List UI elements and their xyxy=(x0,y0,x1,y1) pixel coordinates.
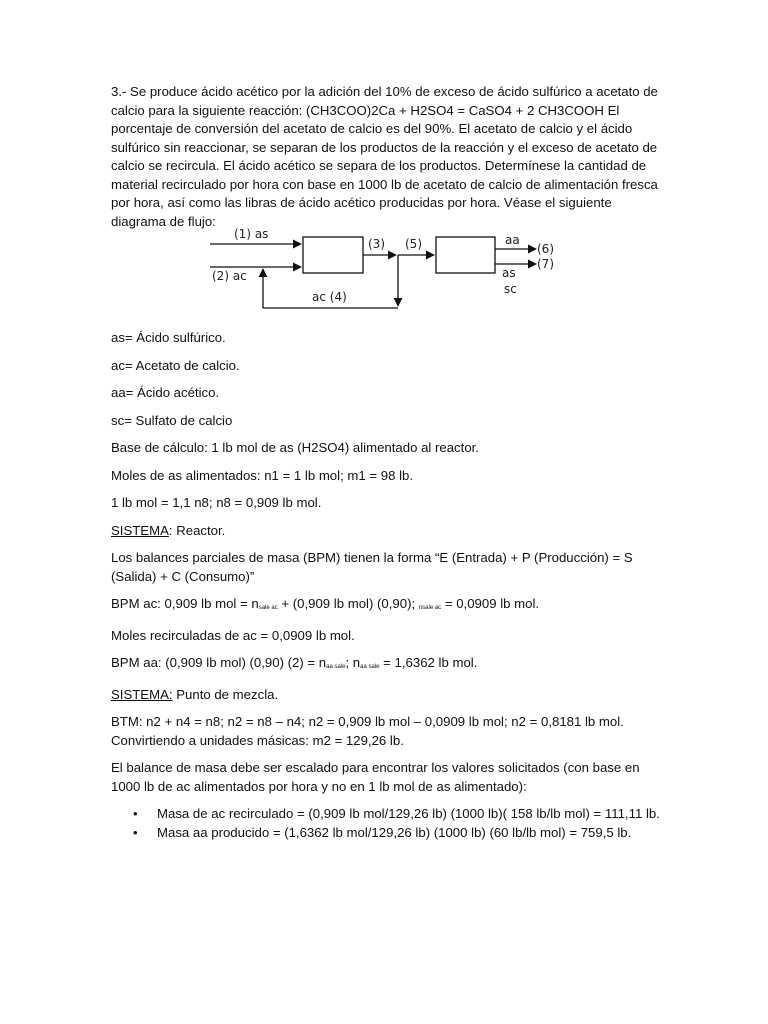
stream-1-label: (1) as xyxy=(234,227,269,241)
solution-body xyxy=(111,329,666,842)
bpm-ac-text: + (0,909 lb mol) (0,90); xyxy=(277,596,419,611)
btm-balance xyxy=(111,713,666,750)
result-aa-produced: Masa aa producido = (1,6362 lb mol/129,26 lb) (1000 lb) (60 lb/lb mol) = 759,5 lb. xyxy=(157,824,632,840)
outlet-sc-label: sc xyxy=(504,282,517,296)
legend-as: as= Ácido sulfúrico. xyxy=(111,330,226,345)
calc-basis: Base de cálculo: 1 lb mol de as (H2SO4) alimentado al reactor. xyxy=(111,440,479,455)
system-value: Punto de mezcla. xyxy=(172,686,279,702)
system-mixing-point xyxy=(111,686,666,705)
legend-aa: aa= Ácido acético. xyxy=(111,385,220,400)
stream-6-label: (6) xyxy=(537,242,554,256)
bpm-aa-subscript: aa sale xyxy=(326,664,346,670)
outlet-as-label: as xyxy=(502,266,516,280)
stream-4-label: ac (4) xyxy=(312,290,347,304)
scale-note: El balance de masa debe ser escalado para encontrar los valores solicitados (con base en 1000 lb de ac alimentados por hora y no en 1 lb mol de as alimentado): xyxy=(111,760,640,794)
flow-diagram xyxy=(208,222,558,327)
stream-5-label: (5) xyxy=(405,237,422,251)
bpm-aa-text: = 1,6362 lb mol. xyxy=(379,655,478,670)
bpm-aa-text: BPM aa: (0,909 lb mol) (0,90) (2) = n xyxy=(111,655,327,670)
result-ac-recirculated: Masa de ac recirculado = (0,909 lb mol/129,26 lb) (1000 lb)( 158 lb/lb mol) = 111,11 lb. xyxy=(157,806,660,821)
system-value: : Reactor. xyxy=(168,522,226,538)
list-item xyxy=(111,805,666,824)
bullet-icon: • xyxy=(133,824,138,840)
moles-as-fed: Moles de as alimentados: n1 = 1 lb mol; m1 = 98 lb. xyxy=(111,467,414,483)
system-reactor xyxy=(111,522,666,541)
stream-2-label: (2) ac xyxy=(212,269,247,283)
btm-line: BTM: n2 + n4 = n8; n2 = n8 – n4; n2 = 0,909 lb mol – 0,0909 lb mol; n2 = 0,8181 lb mol. xyxy=(111,714,624,729)
stream-3-label: (3) xyxy=(368,237,385,251)
problem-statement: 3.- Se produce ácido acético por la adición del 10% de exceso de ácido sulfúrico a acetato de calcio para la siguiente reacción: (CH3COO)2Ca + H2SO4 = CaSO4 + 2 CH3COOH El porcentaje de conversión del acetato de calcio es del 90%. El acetato de calcio y el ácido sulfúrico sin reaccionar, se separan de los productos de la reacción y el exceso de acetato de calcio se recircula. El ácido acético se separa de los productos. Determínese la cantidad de material recirculado por hora con base en 1000 lb de acetato de calcio de alimentación fresca por hora, así como las libras de ácido acético producidas por hora. Véase el siguiente diagrama de flujo: xyxy=(111,84,658,229)
reactor-box xyxy=(303,237,363,273)
results-list xyxy=(111,805,666,842)
bullet-icon: • xyxy=(133,806,138,821)
bpm-ac xyxy=(111,595,666,618)
btm-line: Convirtiendo a unidades másicas: m2 = 129,26 lb. xyxy=(111,732,404,748)
legend-sc: sc= Sulfato de calcio xyxy=(111,412,233,428)
recirculated-moles: Moles recirculadas de ac = 0,0909 lb mol. xyxy=(111,627,355,643)
bpm-ac-text: BPM ac: 0,909 lb mol = n xyxy=(111,596,259,611)
bpm-aa-subscript: aa sale xyxy=(360,664,380,670)
stream-7-label: (7) xyxy=(537,257,554,271)
system-label: SISTEMA: xyxy=(111,686,173,702)
bpm-aa xyxy=(111,654,666,677)
legend-ac: ac= Acetato de calcio. xyxy=(111,357,240,373)
bpm-ac-subscript: nsale ac xyxy=(418,605,442,611)
bpm-form: Los balances parciales de masa (BPM) tienen la forma “E (Entrada) + P (Producción) = S (Salida) + C (Consumo)” xyxy=(111,550,633,584)
bpm-ac-text: = 0,0909 lb mol. xyxy=(441,596,540,611)
bpm-ac-subscript: sale ac xyxy=(258,605,278,611)
system-label: SISTEMA xyxy=(111,522,169,538)
n8-calc: 1 lb mol = 1,1 n8; n8 = 0,909 lb mol. xyxy=(111,495,322,510)
outlet-aa-label: aa xyxy=(505,233,520,247)
separator-box xyxy=(436,237,495,273)
list-item xyxy=(111,824,666,843)
bpm-aa-text: ; n xyxy=(345,655,361,670)
